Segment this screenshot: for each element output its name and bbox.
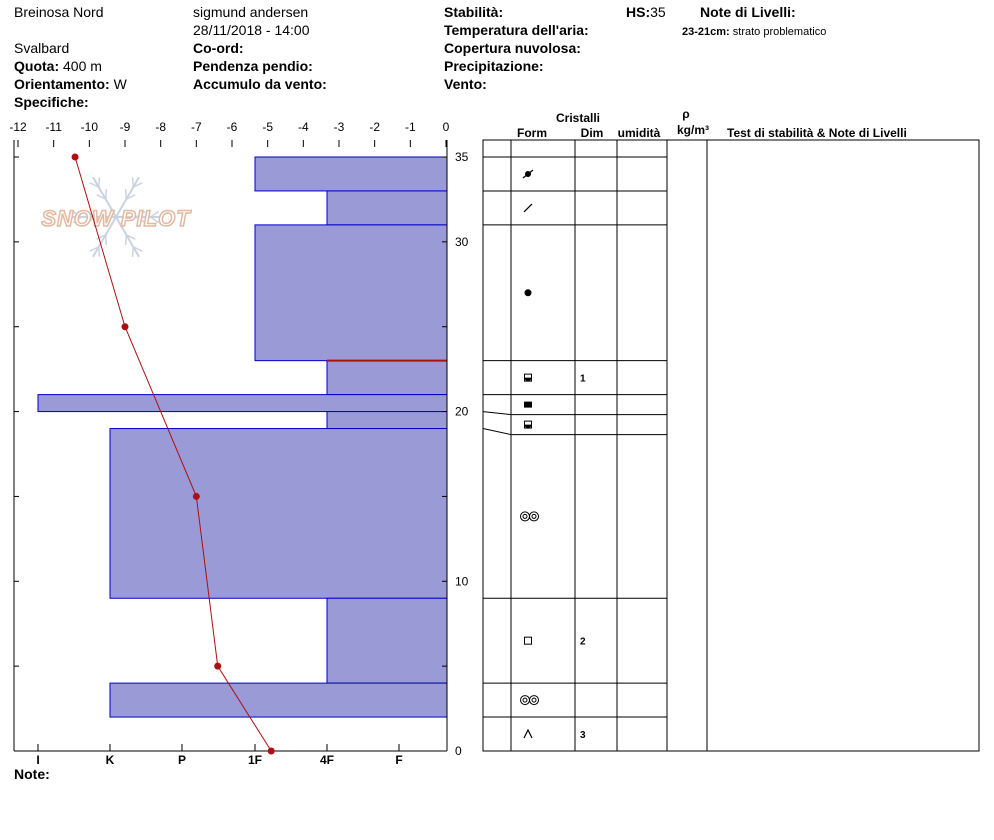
orientamento-label: Orientamento: — [14, 76, 110, 92]
quota-label: Quota: — [14, 58, 60, 74]
snowflake-branch — [99, 177, 100, 187]
temperature-point — [214, 663, 221, 670]
hs-label: HS: — [626, 4, 651, 20]
temperature-tick-label: -9 — [119, 120, 131, 134]
temperature-tick-label: -7 — [190, 120, 202, 134]
hardness-layer-bar — [327, 598, 447, 683]
hardness-tick-label: P — [177, 753, 187, 767]
layer-table — [483, 107, 979, 751]
observer-name: sigmund andersen — [193, 4, 309, 20]
temperature-tick-label: -11 — [45, 120, 62, 134]
ice-formation-icon — [524, 402, 532, 408]
cristalli-header: Cristalli — [555, 111, 601, 125]
graupel-icon — [525, 289, 532, 296]
height-tick-label: 30 — [455, 234, 469, 249]
temperature-tick-label: -4 — [297, 120, 309, 134]
specifiche-label: Specifiche: — [14, 94, 89, 110]
temperature-point — [122, 323, 129, 330]
height-tick-label: 35 — [455, 150, 469, 164]
temperature-tick-label: -10 — [80, 120, 99, 134]
temperature-tick-label: -3 — [333, 120, 345, 134]
grain-size-value: 3 — [580, 730, 586, 742]
density-symbol-header: ρ — [682, 107, 690, 121]
hardness-tick-label: K — [105, 753, 115, 767]
melt-ring-left — [521, 696, 530, 705]
faceted-square — [525, 637, 532, 644]
melt-ring-left-inner — [523, 698, 527, 702]
layer-connector — [483, 412, 511, 415]
hardness-tick-label: I — [36, 753, 40, 767]
height-tick-label: 10 — [455, 574, 469, 589]
hardness-layer-bar — [110, 429, 447, 599]
note-label: Note: — [14, 766, 50, 782]
hardness-tick-label: 1F — [247, 753, 263, 767]
needles-icon — [524, 204, 532, 212]
copertura-label: Copertura nuvolosa: — [444, 40, 581, 56]
temperature-tick-label: -8 — [155, 120, 167, 134]
snowflake-branch — [126, 235, 127, 245]
rounding-faceted-icon — [525, 374, 532, 381]
melt-ring-right — [530, 696, 539, 705]
decomposing-fragments-icon — [523, 170, 533, 178]
observation-datetime: 28/11/2018 - 14:00 — [193, 22, 310, 38]
temperatura-label: Temperatura dell'aria: — [444, 22, 589, 38]
melt-forms-icon — [521, 696, 539, 705]
temperature-point — [268, 748, 275, 755]
ice-formation-block — [524, 402, 532, 408]
hardness-tick-label: 4F — [319, 753, 335, 767]
graupel-dot — [525, 289, 532, 296]
hs-value: 35 — [650, 4, 666, 20]
note-livelli-label: Note di Livelli: — [700, 4, 796, 20]
melt-forms-icon — [521, 512, 539, 521]
tests-header: Test di stabilità & Note di Livelli — [727, 126, 907, 140]
hardness-layer-bar — [327, 412, 447, 429]
melt-ring-right — [530, 512, 539, 521]
temperature-tick-label: -5 — [262, 120, 274, 134]
snowflake-branch — [132, 177, 133, 187]
layer-table-border — [483, 140, 979, 751]
depth-hoar-caret — [524, 730, 532, 738]
hardness-layer-bar — [110, 683, 447, 717]
snowflake-branch — [99, 247, 100, 257]
dim-header: Dim — [580, 126, 604, 140]
region-name: Svalbard — [14, 40, 70, 56]
hardness-layer-bar — [327, 361, 447, 395]
depth-hoar-icon — [524, 730, 532, 738]
accumulo-label: Accumulo da vento: — [193, 76, 327, 92]
note-livelli-range: 23-21cm: — [682, 26, 730, 38]
pendenza-label: Pendenza pendio: — [193, 58, 313, 74]
quota-value: 400 m — [63, 58, 102, 74]
location-name: Breinosa Nord — [14, 4, 104, 20]
hardness-layer-bar — [255, 225, 447, 361]
note-livelli-text: strato problematico — [732, 26, 827, 38]
coord-label: Co-ord: — [193, 40, 244, 56]
temperature-point — [72, 154, 79, 161]
watermark-text: SNOW PILOT — [41, 206, 191, 231]
melt-ring-right-inner — [532, 514, 536, 518]
temperature-tick-label: -2 — [369, 120, 381, 134]
melt-ring-left-inner — [523, 514, 527, 518]
temperature-tick-label: 0 — [442, 120, 450, 134]
temperature-tick-label: -6 — [226, 120, 238, 134]
height-tick-label: 0 — [455, 744, 462, 758]
snowpilot-watermark — [41, 177, 191, 257]
layer-connector — [483, 429, 511, 435]
precipitazione-label: Precipitazione: — [444, 58, 544, 74]
snowflake-branch — [106, 189, 107, 199]
temperature-tick-label: -1 — [404, 120, 416, 134]
rounding-faceted-icon — [525, 421, 532, 428]
orientamento-value: W — [113, 76, 127, 92]
vento-label: Vento: — [444, 76, 487, 92]
form-header: Form — [517, 126, 547, 140]
temperature-tick-label: -12 — [9, 120, 27, 134]
snowflake-branch — [126, 189, 127, 199]
grain-size-value: 1 — [580, 373, 586, 385]
hardness-tick-label: F — [395, 753, 403, 767]
height-tick-label: 20 — [455, 404, 469, 419]
temperature-point — [193, 493, 200, 500]
hardness-layer-bar — [327, 191, 447, 225]
umidita-header: umidità — [617, 126, 661, 140]
melt-ring-right-inner — [532, 698, 536, 702]
density-unit-header: kg/m³ — [676, 123, 710, 137]
melt-ring-left — [521, 512, 530, 521]
grain-size-value: 2 — [580, 636, 586, 648]
hardness-layer-bar — [255, 157, 447, 191]
snowflake-branch — [106, 235, 107, 245]
faceted-crystals-icon — [525, 637, 532, 644]
hardness-layer-bar — [38, 395, 447, 412]
stabilita-label: Stabilità: — [444, 4, 504, 20]
needle-stroke — [524, 204, 532, 212]
snowflake-branch — [132, 247, 133, 257]
